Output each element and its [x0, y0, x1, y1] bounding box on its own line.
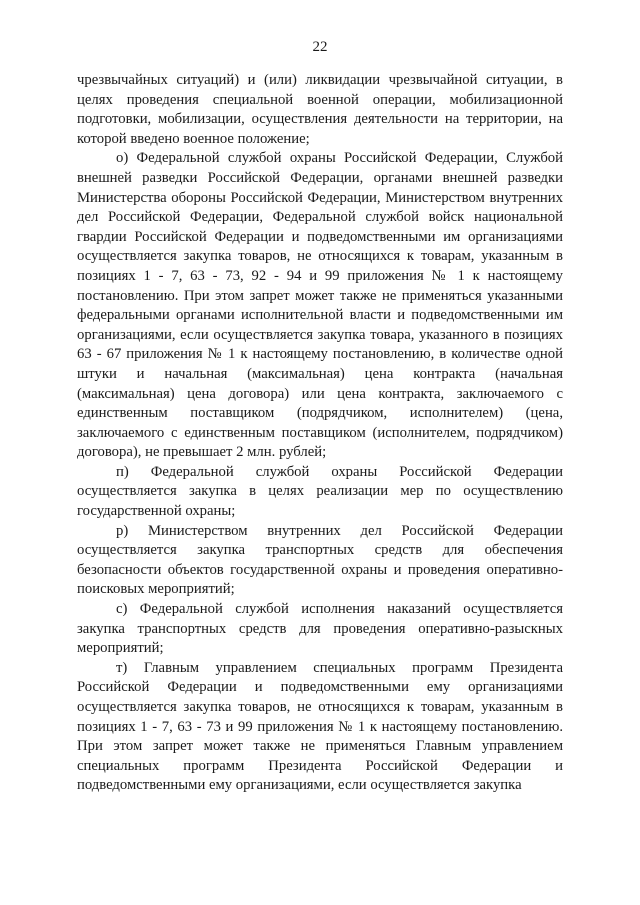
- paragraph-continuation: чрезвычайных ситуаций) и (или) ликвидации чрезвычайной ситуации, в целях проведения специальной военной операции, мобилизационной подготовки, мобилизации, осуществления деятельности на территории, на которой введено военное положение;: [77, 72, 563, 147]
- page-number: 22: [312, 39, 328, 55]
- paragraph-item-o: о) Федеральной службой охраны Российской Федерации, Службой внешней разведки Российской Федерации, органами внешней разведки Министерства обороны Российской Федерации, Министерством внутренних дел Российской Федерации, Федеральной службой войск национальной гвардии Российской Федерации и подведомственными им организациями осуществляется закупка товаров, не относящихся к товарам, указанным в позициях 1 - 7, 63 - 73, 92 - 94 и 99 приложения № 1 к настоящему постановлению. При этом запрет может также не применяться указанными федеральными органами исполнительной власти и подведомственными им организациями, если осуществляется закупка товара, указанного в позициях 63 - 67 приложения № 1 к настоящему постановлению, в количестве одной штуки и начальная (максимальная) цена контракта (начальная (максимальная) цена договора) или цена контракта, заключаемого с единственным поставщиком (подрядчиком, исполнителем) (цена, заключаемого с единственным поставщиком (исполнителем, подрядчиком) договора), не превышает 2 млн. рублей;: [77, 150, 563, 461]
- paragraph-item-p: п) Федеральной службой охраны Российской Федерации осуществляется закупка в целях реализации мер по осуществлению государственной охраны;: [77, 463, 563, 520]
- document-body: [77, 71, 563, 796]
- paragraph-item-t: т) Главным управлением специальных программ Президента Российской Федерации и подведомственными ему организациями осуществляется закупка товаров, не относящихся к товарам, указанным в позициях 1 - 7, 63 - 73 и 99 приложения № 1 к настоящему постановлению. При этом запрет может также не применяться Главным управлением специальных программ Президента Российской Федерации и подведомственными ему организациями, если осуществляется закупка: [77, 659, 563, 794]
- paragraph-item-s: с) Федеральной службой исполнения наказаний осуществляется закупка транспортных средств для проведения оперативно-разыскных мероприятий;: [77, 601, 563, 657]
- paragraph-item-r: р) Министерством внутренних дел Российской Федерации осуществляется закупка транспортных средств для обеспечения безопасности объектов государственной охраны и проведения оперативно-поисковых мероприятий;: [77, 522, 563, 598]
